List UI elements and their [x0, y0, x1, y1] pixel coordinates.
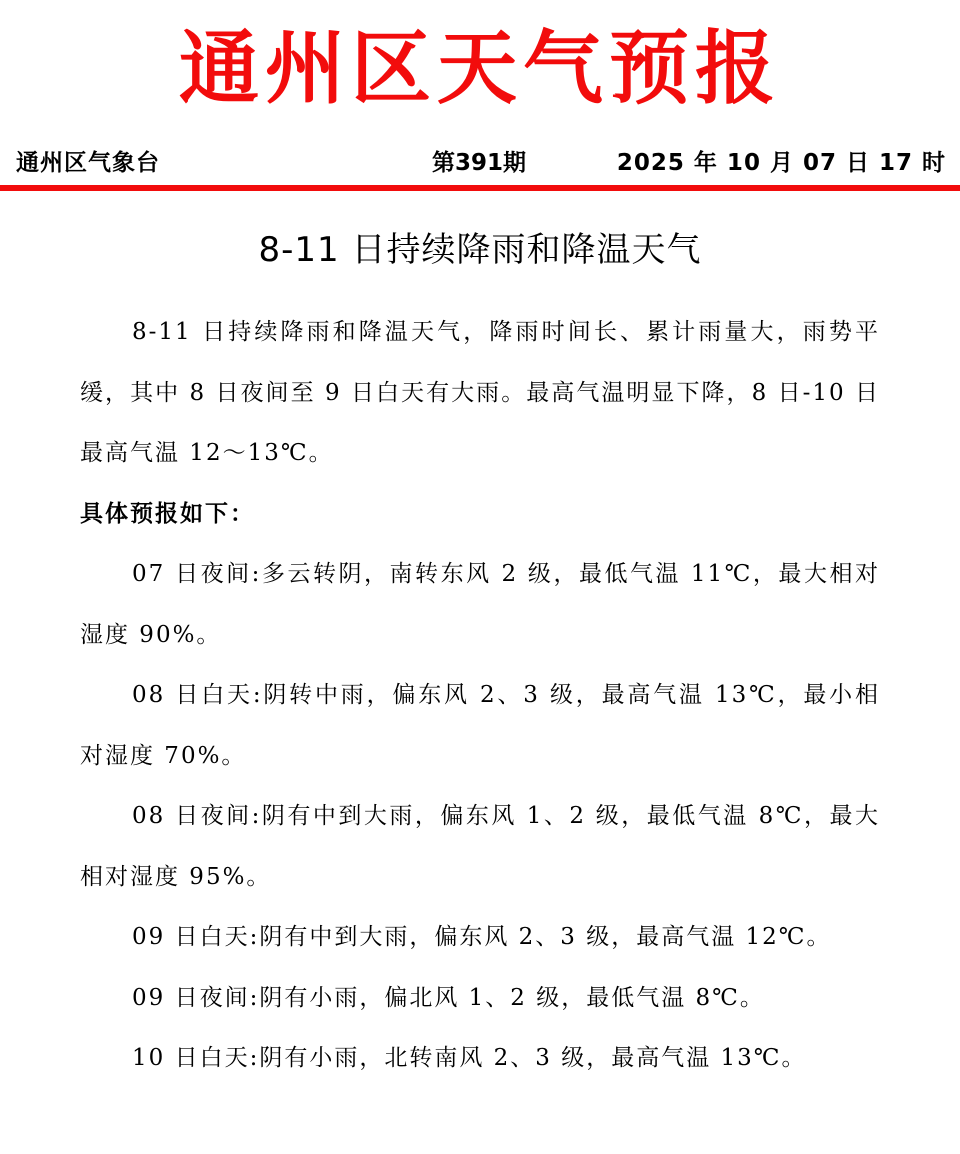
forecast-headline: 8-11 日持续降雨和降温天气	[258, 230, 702, 270]
forecast-heading: 具体预报如下：	[80, 500, 255, 527]
issue-info-bar	[16, 146, 946, 180]
forecast-item: 07 日夜间:多云转阴，南转东风 2 级，最低气温 11℃，最大相对湿度 90%。	[80, 561, 880, 648]
forecast-item: 08 日白天:阴转中雨，偏东风 2、3 级，最高气温 13℃，最小相对湿度 70%。	[80, 682, 880, 769]
forecast-item: 09 日夜间:阴有小雨，偏北风 1、2 级，最低气温 8℃。	[132, 984, 765, 1011]
issuer-label: 通州区气象台	[16, 150, 160, 176]
forecast-body	[80, 302, 880, 1089]
issue-number: 第391期	[432, 150, 527, 176]
forecast-item: 09 日白天:阴有中到大雨，偏东风 2、3 级，最高气温 12℃。	[132, 924, 832, 950]
masthead-title: 通州区天气预报	[179, 21, 781, 115]
forecast-item: 10 日白天:阴有小雨，北转南风 2、3 级，最高气温 13℃。	[132, 1045, 807, 1071]
header-divider	[0, 185, 960, 191]
summary-paragraph: 8-11 日持续降雨和降温天气，降雨时间长、累计雨量大，雨势平缓，其中 8 日夜间至 9 日白天有大雨。最高气温明显下降，8 日-10 日最高气温 12～13℃。	[80, 319, 880, 466]
forecast-item: 08 日夜间:阴有中到大雨，偏东风 1、2 级，最低气温 8℃，最大相对湿度 95%。	[80, 803, 880, 890]
issue-datetime: 2025 年 10 月 07 日 17 时	[616, 150, 946, 176]
